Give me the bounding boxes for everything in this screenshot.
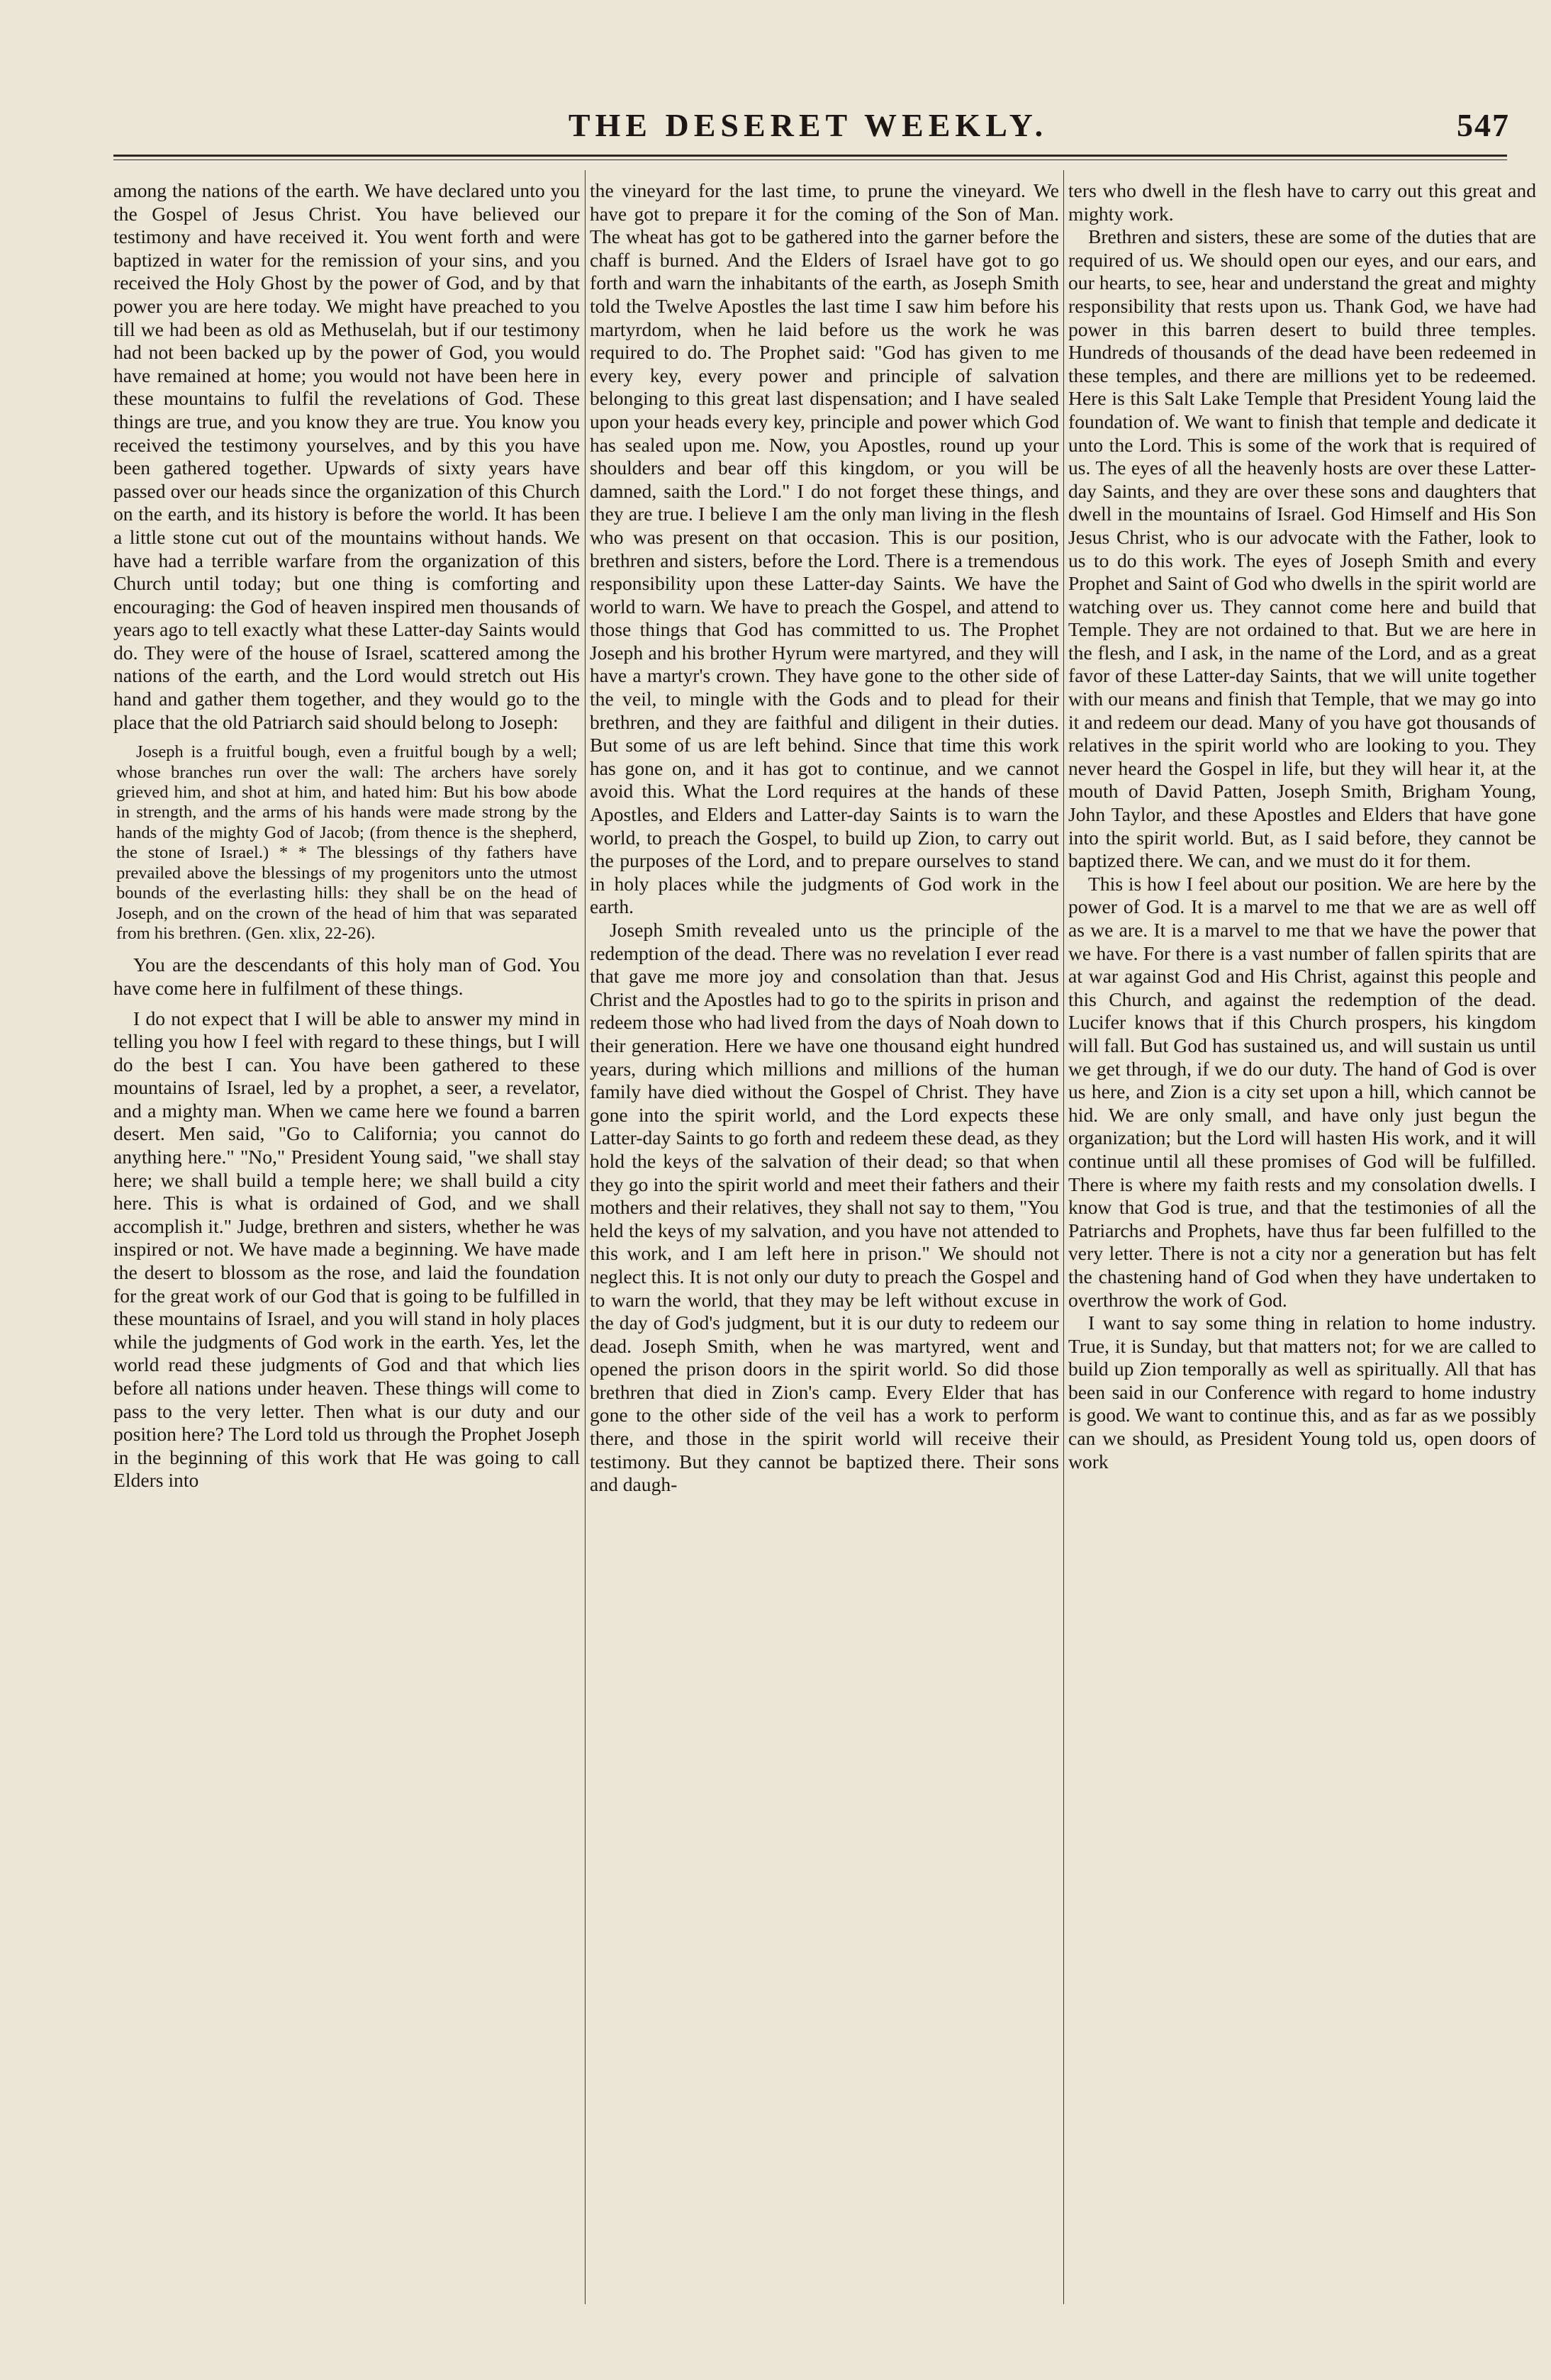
column-divider [585,170,586,2304]
text-column-2 [590,179,1059,2313]
text-column-1 [113,179,580,2313]
masthead [106,106,1510,156]
paragraph: I want to say some thing in relation to home industry. True, it is Sunday, but that matters not; for we are called to build up Zion temporally as well as spiritually. All that has been said in our Conference with regard to home industry is good. We want to continue this, and as far as we possibly can we should, as President Young told us, open doors of work [1068,1312,1536,1473]
paragraph: You are the descendants of this holy man of God. You have come here in fulfilment of these things. [113,954,580,999]
scripture-quote: Joseph is a fruitful bough, even a fruitful bough by a well; whose branches run over the wall: The archers have sorely grieved him, and shot at him, and hated him: But his bow abode in strength, and the arms of his hands were made strong by the hands of the mighty God of Jacob; (from thence is the shepherd, the stone of Israel.) * * The blessings of thy fathers have prevailed above the blessings of my progenitors unto the utmost bounds of the everlasting hills: they shall be on the head of Joseph, and on the crown of the head of him that was separated from his brethren. (Gen. xlix, 22-26). [116,742,577,943]
paragraph: Brethren and sisters, these are some of the duties that are required of us. We should open our eyes, and our ears, and our hearts, to see, hear and understand the great and mighty responsibility that rests upon us. Thank God, we have had power in this barren desert to build three temples. Hundreds of thousands of the dead have been redeemed in these temples, and there are millions yet to be redeemed. Here is this Salt Lake Temple that President Young laid the foundation of. We want to finish that temple and dedicate it unto the Lord. This is some of the work that is required of us. The eyes of all the heavenly hosts are over these Latter-day Saints, and they are over these sons and daughters that dwell in the mountains of Israel. God Himself and His Son Jesus Christ, who is our advocate with the Father, look to us to do this work. The eyes of Joseph Smith and every Prophet and Saint of God who dwells in the spirit world are watching over us. They cannot come here and build that Temple. They are not ordained to that. But we are here in the flesh, and I ask, in the name of the Lord, and as a great favor of these Latter-day Saints, that we will unite together with our means and finish that Temple, that we may go into it and redeem our dead. Many of you have got thousands of relatives in the spirit world who are looking to you. They never heard the Gospel in life, but they will hear it, at the mouth of David Patten, Joseph Smith, Brigham Young, John Taylor, and these Apostles and Elders that have gone into the spirit world. But, as I said before, they cannot be baptized there. We can, and we must do it for them. [1068,225,1536,872]
column-divider [1063,170,1064,2304]
newspaper-title: THE DESERET WEEKLY. [568,107,1048,143]
paragraph: among the nations of the earth. We have declared unto you the Gospel of Jesus Christ. You have believed our testimony and have received it. You went forth and were baptized in water for the remission of your sins, and you received the Holy Ghost by the power of God, and by that power you are here today. We might have preached to you till we had been as old as Methuselah, but if our testimony had not been backed up by the power of God, you would have remained at home; you would not have been here in these mountains to fulfil the revelations of God. These things are true, and you know they are true. You know you received the testimony yourselves, and by this you have been gathered together. Upwards of sixty years have passed over our heads since the organization of this Church on the earth, and its history is before the world. It has been a little stone cut out of the mountains without hands. We have had a terrible warfare from the organization of this Church until today; but one thing is comforting and encouraging: the God of heaven inspired men thousands of years ago to tell exactly what these Latter-day Saints would do. They were of the house of Israel, scattered among the nations of the earth, and the Lord would stretch out His hand and gather them together, and they would go to the place that the old Patriarch said should belong to Joseph: [113,179,580,733]
text-column-3 [1068,179,1536,2313]
paragraph: ters who dwell in the flesh have to carry out this great and mighty work. [1068,179,1536,225]
paragraph: This is how I feel about our position. We are here by the power of God. It is a marvel to me that we are as well off as we are. It is a marvel to me that we have the power that we have. For there is a vast number of fallen spirits that are at war against God and His Christ, against this people and this Church, and against the redemption of the dead. Lucifer knows that if this Church prospers, his kingdom will fall. But God has sustained us, and will sustain us until we get through, if we do our duty. The hand of God is over us here, and Zion is a city set upon a hill, which cannot be hid. We are only small, and have only just begun the organization; but the Lord will hasten His work, and it will continue until all these promises of God will be fulfilled. There is where my faith rests and my consolation dwells. I know that God is true, and that the testimonies of all the Patriarchs and Prophets, have thus far been fulfilled to the very letter. There is not a city nor a generation but has felt the chastening hand of God when they have undertaken to overthrow the work of God. [1068,872,1536,1311]
header-rule [113,155,1507,157]
page-number: 547 [1457,107,1510,143]
paragraph: the vineyard for the last time, to prune the vineyard. We have got to prepare it for the coming of the Son of Man. The wheat has got to be gathered into the garner before the chaff is burned. And the Elders of Israel have got to go forth and warn the inhabitants of the earth, as Joseph Smith told the Twelve Apostles the last time I saw him before his martyrdom, when he laid before us the work he was required to do. The Prophet said: "God has given to me every key, every power and principle of salvation belonging to this great last dispensation; and I have sealed upon your heads every key, principle and power which God has sealed upon me. Now, you Apostles, round up your shoulders and bear off this kingdom, or you will be damned, saith the Lord." I do not forget these things, and they are true. I believe I am the only man living in the flesh who was present on that occasion. This is our position, brethren and sisters, before the Lord. There is a tremendous responsibility upon these Latter-day Saints. We have the world to warn. We have to preach the Gospel, and attend to those things that God has committed to us. The Prophet Joseph and his brother Hyrum were martyred, and they will have a martyr's crown. They have gone to the other side of the veil, to mingle with the Gods and to plead for their brethren, and they are faithful and diligent in their duties. But some of us are left behind. Since that time this work has gone on, and it has got to continue, and we cannot avoid this. What the Lord requires at the hands of these Apostles, and Elders and Latter-day Saints is to warn the world, to preach the Gospel, to build up Zion, to carry out the purposes of the Lord, and to prepare ourselves to stand in holy places while the judgments of God work in the earth. [590,179,1059,918]
paragraph: Joseph Smith revealed unto us the principle of the redemption of the dead. There was no revelation I ever read that gave me more joy and consolation than that. Jesus Christ and the Apostles had to go to the spirits in prison and redeem those who had lived from the days of Noah down to their generation. Here we have one thousand eight hundred years, during which millions and millions of the human family have died without the Gospel of Christ. They have gone into the spirit world, and the Lord expects these Latter-day Saints to go forth and redeem these dead, as they hold the keys of the salvation of their dead; so that when they go into the spirit world and meet their fathers and their mothers and their relatives, they shall not say to them, "You held the keys of my salvation, and you have not attended to this work, and I am left here in prison." We should not neglect this. It is not only our duty to preach the Gospel and to warn the world, that they may be left without excuse in the day of God's judgment, but it is our duty to redeem our dead. Joseph Smith, when he was martyred, went and opened the prison doors in the spirit world. So did those brethren that died in Zion's camp. Every Elder that has gone to the other side of the veil has a work to perform there, and those in the spirit world will receive their testimony. But they cannot be baptized there. Their sons and daugh- [590,919,1059,1496]
paragraph: I do not expect that I will be able to answer my mind in telling you how I feel with regard to these things, but I will do the best I can. You have been gathered to these mountains of Israel, led by a prophet, a seer, a revelator, and a mighty man. When we came here we found a barren desert. Men said, "Go to California; you cannot do anything here." "No," President Young said, "we shall stay here; we shall build a temple here; we shall build a city here. This is what is ordained of God, and we shall accomplish it." Judge, brethren and sisters, whether he was inspired or not. We have made a beginning. We have made the desert to blossom as the rose, and laid the foundation for the great work of our God that is going to be fulfilled in these mountains of Israel, and you will stand in holy places while the judgments of God work in the earth. Yes, let the world read these judgments of God and that which lies before all nations under heaven. These things will come to pass to the very letter. Then what is our duty and our position here? The Lord told us through the Prophet Joseph in the beginning of this work that He was going to call Elders into [113,1007,580,1492]
